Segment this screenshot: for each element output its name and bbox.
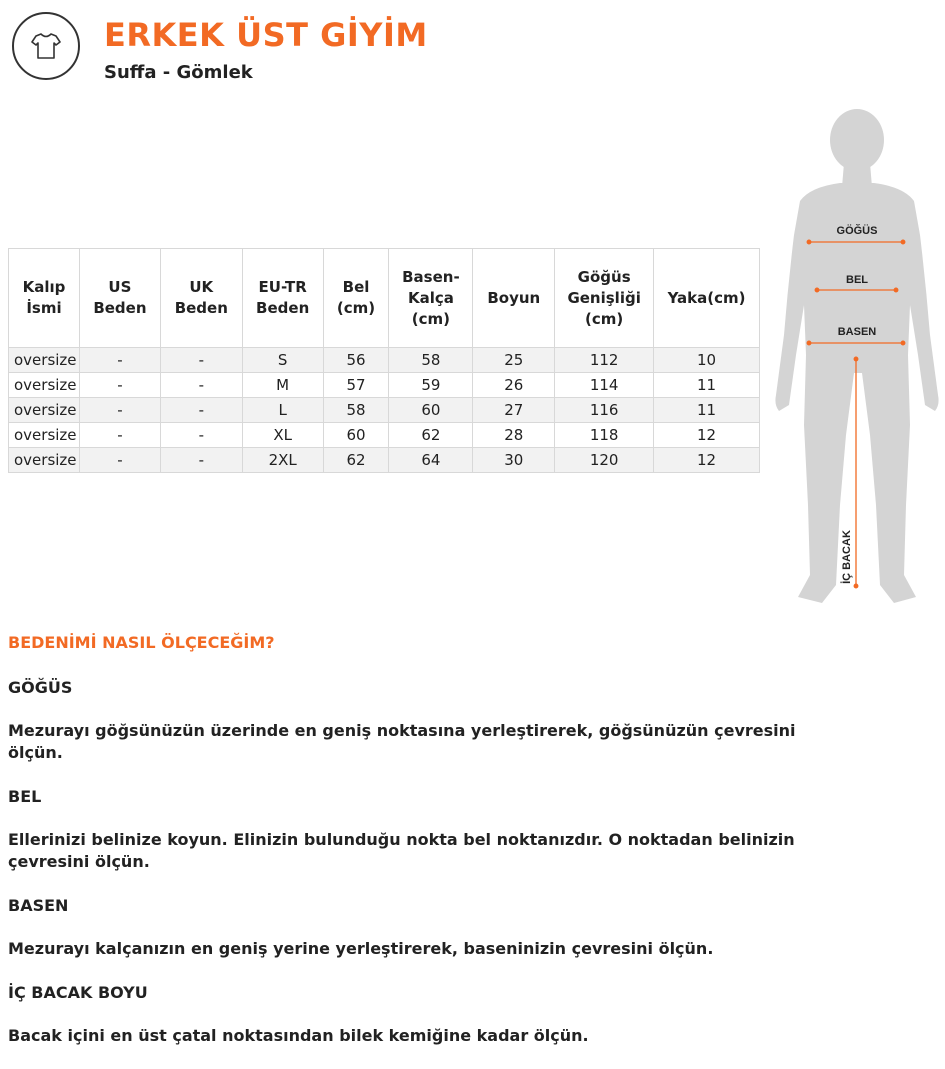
column-header-line: Beden	[256, 299, 310, 317]
column-header-line: (cm)	[411, 309, 451, 328]
table-cell: 60	[323, 423, 389, 448]
table-cell: -	[160, 398, 242, 423]
product-subtitle: Suffa - Gömlek	[104, 62, 253, 83]
table-cell: 2XL	[242, 448, 323, 473]
waist-label: BEL	[846, 274, 868, 286]
column-header	[323, 249, 389, 348]
column-header	[555, 249, 654, 348]
guide-question: BEDENİMİ NASIL ÖLÇECEĞİM?	[8, 633, 275, 652]
column-header	[160, 249, 242, 348]
table-cell: XL	[242, 423, 323, 448]
table-cell: -	[79, 348, 160, 373]
table-cell: 30	[473, 448, 555, 473]
table-cell: 56	[323, 348, 389, 373]
body-measurement-figure	[770, 105, 945, 610]
guide-heading: BEL	[8, 787, 42, 806]
column-header-line: Yaka(cm)	[667, 288, 746, 307]
table-cell: 57	[323, 373, 389, 398]
table-cell: oversize	[9, 423, 80, 448]
table-cell: -	[160, 348, 242, 373]
table-cell: M	[242, 373, 323, 398]
table-cell: oversize	[9, 398, 80, 423]
column-header-line: US	[108, 278, 132, 296]
table-cell: 62	[389, 423, 473, 448]
table-cell: 58	[389, 348, 473, 373]
column-header	[9, 249, 80, 348]
table-cell: 26	[473, 373, 555, 398]
table-cell: 120	[555, 448, 654, 473]
guide-text: Mezurayı kalçanızın en geniş yerine yerleştirerek, baseninizin çevresini ölçün.	[8, 939, 714, 958]
column-header-line: (cm)	[336, 299, 376, 317]
size-table	[8, 248, 760, 473]
column-header-line: Boyun	[487, 288, 541, 307]
table-cell: oversize	[9, 373, 80, 398]
table-cell: 27	[473, 398, 555, 423]
guide-heading: GÖĞÜS	[8, 678, 73, 697]
table-row	[9, 448, 760, 473]
guide-text: Bacak içini en üst çatal noktasından bilek kemiğine kadar ölçün.	[8, 1026, 589, 1045]
column-header	[389, 249, 473, 348]
table-cell: -	[79, 448, 160, 473]
table-cell: oversize	[9, 348, 80, 373]
column-header-line: UK	[189, 278, 214, 296]
inseam-label: İÇ BACAK	[841, 530, 853, 584]
column-header-line: Kalıp	[22, 278, 66, 296]
table-cell: -	[160, 448, 242, 473]
table-cell: oversize	[9, 448, 80, 473]
table-cell: -	[79, 373, 160, 398]
column-header	[242, 249, 323, 348]
table-cell: -	[160, 423, 242, 448]
table-row	[9, 398, 760, 423]
table-cell: 62	[323, 448, 389, 473]
body-silhouette	[770, 105, 945, 610]
column-header-line: Beden	[174, 299, 228, 317]
table-cell: 28	[473, 423, 555, 448]
measurement-guide	[8, 632, 798, 1069]
table-row	[9, 373, 760, 398]
table-cell: 12	[654, 448, 760, 473]
column-header	[654, 249, 760, 348]
guide-text: Ellerinizi belinize koyun. Elinizin bulunduğu nokta bel noktanızdır. O noktadan belinizin çevresini ölçün.	[8, 830, 795, 871]
guide-heading: İÇ BACAK BOYU	[8, 983, 148, 1002]
table-cell: 58	[323, 398, 389, 423]
table-cell: 64	[389, 448, 473, 473]
hip-label: BASEN	[837, 326, 877, 338]
tshirt-icon	[12, 12, 80, 80]
table-cell: 25	[473, 348, 555, 373]
table-cell: 114	[555, 373, 654, 398]
table-cell: 116	[555, 398, 654, 423]
table-cell: S	[242, 348, 323, 373]
page-header	[12, 12, 712, 92]
table-body	[9, 348, 760, 473]
table-cell: 11	[654, 398, 760, 423]
chest-label: GÖĞÜS	[836, 225, 878, 237]
guide-heading: BASEN	[8, 896, 69, 915]
table-cell: 59	[389, 373, 473, 398]
guide-sections	[8, 677, 798, 1047]
table-cell: 11	[654, 373, 760, 398]
table-cell: 118	[555, 423, 654, 448]
column-header-line: İsmi	[26, 299, 62, 317]
column-header	[79, 249, 160, 348]
table-cell: -	[160, 373, 242, 398]
column-header-line: Kalça	[407, 288, 454, 307]
column-header-line: Bel	[342, 278, 370, 296]
guide-text: Mezurayı göğsünüzün üzerinde en geniş noktasına yerleştirerek, göğsünüzün çevresini ölçün.	[8, 721, 796, 762]
column-header-line: Basen-	[402, 267, 460, 286]
column-header-line: Genişliği	[567, 288, 641, 307]
column-header	[473, 249, 555, 348]
column-header-line: Beden	[93, 299, 147, 317]
column-header-line: Göğüs	[577, 267, 631, 286]
table-cell: 12	[654, 423, 760, 448]
table-cell: -	[79, 398, 160, 423]
table-header-row	[9, 249, 760, 348]
table-cell: 60	[389, 398, 473, 423]
table-cell: 10	[654, 348, 760, 373]
page-title: ERKEK ÜST GİYİM	[104, 16, 428, 54]
column-header-line: EU-TR	[258, 278, 307, 296]
table-cell: 112	[555, 348, 654, 373]
table-cell: L	[242, 398, 323, 423]
table-row	[9, 348, 760, 373]
table-cell: -	[79, 423, 160, 448]
column-header-line: (cm)	[585, 309, 624, 328]
table-row	[9, 423, 760, 448]
